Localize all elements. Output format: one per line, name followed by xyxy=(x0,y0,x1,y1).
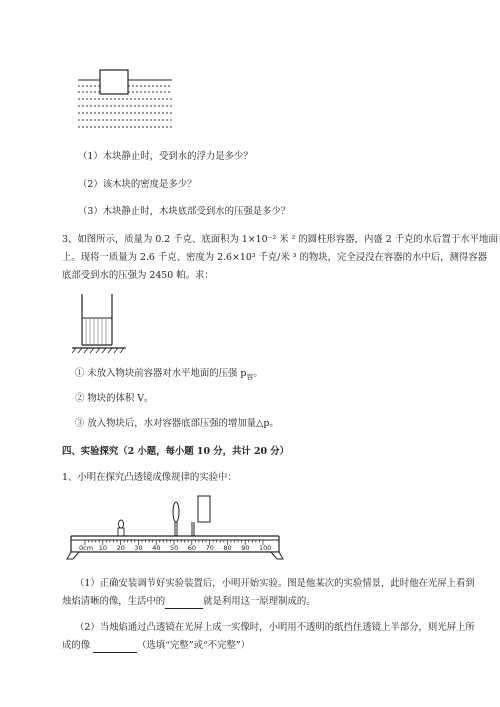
ruler-unit-label: 0cm xyxy=(79,544,94,552)
container-figure xyxy=(70,290,130,354)
sub-1-subscript: 容 xyxy=(246,372,254,381)
question-3-sub-2: ② 物块的体积 V。 xyxy=(75,393,154,404)
ruler-tick-label: 60 xyxy=(187,544,197,552)
light-screen xyxy=(198,496,210,522)
answer-blank-1[interactable] xyxy=(165,596,203,609)
question-4-part-1-line-2 xyxy=(62,596,316,609)
ruler-tick-label: 20 xyxy=(116,544,125,552)
part-2-line-2-start: 成的像 xyxy=(62,640,91,651)
ruler-tick-label: 90 xyxy=(241,544,250,552)
ruler-tick-label: 40 xyxy=(152,544,161,552)
question-4-part-2-line-1: （2）当烛焰通过凸透镜在光屏上成一实像时，小明用不透明的纸挡住透镜上半部分，则光屏上所 xyxy=(75,622,475,633)
part-1-line-2-start: 烛焰清晰的像，生活中的 xyxy=(62,596,166,607)
optical-bench-figure xyxy=(65,492,285,562)
candle xyxy=(118,528,124,536)
question-3-line-1: 3、如图所示，质量为 0.2 千克、底面积为 1×10⁻² 米 ² 的圆柱形容器，内盛 2 千克的水后置于水平地面 xyxy=(62,234,498,245)
part-1-line-2-end: 就是利用这一原理制成的。 xyxy=(203,596,316,607)
question-part-1: （1）木块静止时，受到水的浮力是多少？ xyxy=(78,151,253,162)
ruler-tick-label: 50 xyxy=(170,544,179,552)
answer-blank-2[interactable] xyxy=(93,640,137,653)
sub-1-text: ① 未放入物块前容器对水平地面的压强 p xyxy=(75,368,247,379)
ruler-tick-label: 100 xyxy=(259,544,272,552)
question-part-3: （3）木块静止时，木块底部受到水的压强是多少？ xyxy=(78,206,291,217)
ruler-tick-label: 80 xyxy=(223,544,232,552)
ruler-tick-label: 10 xyxy=(98,544,108,552)
question-4-part-2-line-2 xyxy=(62,640,250,653)
question-3-line-3: 底部受到水的压强为 2450 帕。求： xyxy=(62,270,214,281)
candle-flame xyxy=(119,520,124,528)
question-4-part-1-line-1: （1）正确安装调节好实验装置后，小明开始实验。图是他某次的实验情景，此时他在光屏上看到 xyxy=(75,578,475,589)
block-in-water-figure xyxy=(70,64,180,134)
ruler-tick-label: 30 xyxy=(134,544,143,552)
question-4-1-intro: 1、小明在探究凸透镜成像规律的实验中： xyxy=(62,472,237,483)
question-3-sub-1: ① 未放入物块前容器对水平地面的压强 $p_容$。 xyxy=(75,368,263,381)
question-part-2: （2）该木块的密度是多少？ xyxy=(78,179,197,190)
ruler-tick-label: 70 xyxy=(205,544,214,552)
part-2-line-2-end: （选填“完整”或“不完整”） xyxy=(137,640,251,651)
convex-lens xyxy=(173,502,179,522)
section-4-title: 四、实验探究（2 小题，每小题 10 分，共计 20 分） xyxy=(62,446,290,457)
question-3-sub-3: ③ 放入物块后，水对容器底部压强的增加量△p。 xyxy=(75,418,279,429)
question-3-line-2: 上。现将一质量为 2.6 千克、密度为 2.6×10³ 千克/米 ³ 的物块，完全浸没在容器的水中后，测得容器 xyxy=(62,252,488,263)
